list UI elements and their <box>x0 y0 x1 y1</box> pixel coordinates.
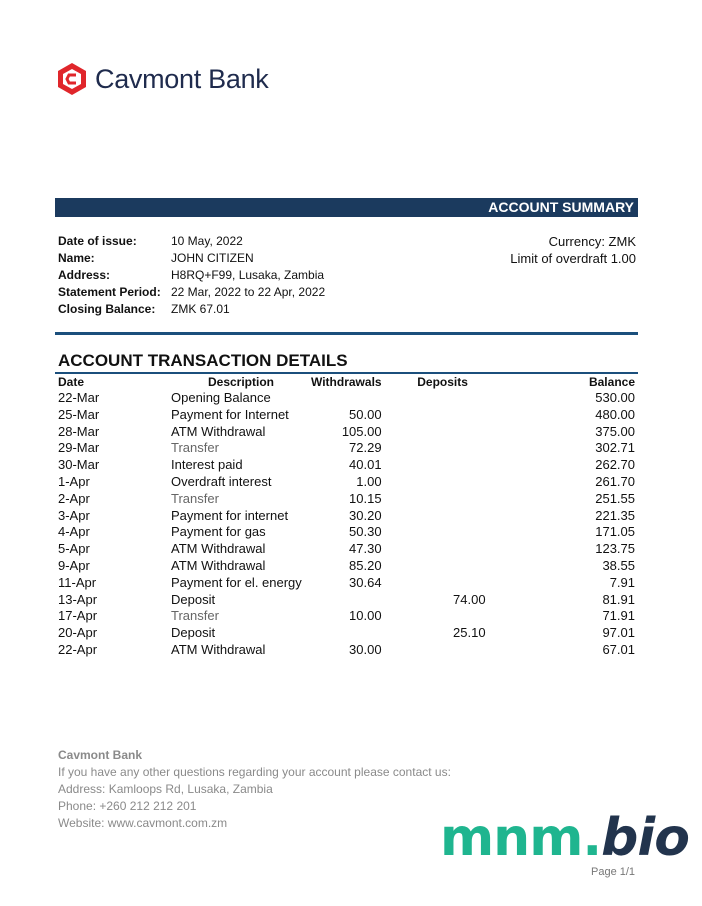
cell-deposit: 25.10 <box>453 625 486 641</box>
cell-withdrawal <box>311 625 382 642</box>
table-row <box>55 407 638 424</box>
cell-description: Opening Balance <box>171 390 271 405</box>
cell-date: 9-Apr <box>58 557 90 573</box>
cell-withdrawal: 1.00 <box>356 473 382 489</box>
cell-description: ATM Withdrawal <box>171 557 266 573</box>
table-row <box>55 440 638 457</box>
cell-deposit <box>382 541 504 558</box>
cell-description: Transfer <box>171 608 219 624</box>
watermark <box>440 808 689 868</box>
cell-balance: 81.91 <box>602 591 635 607</box>
cell-deposit <box>382 474 504 491</box>
cell-date: 1-Apr <box>58 473 90 489</box>
cell-balance: 97.01 <box>602 625 635 641</box>
account-info <box>58 233 325 318</box>
cell-deposit: 74.00 <box>453 591 486 607</box>
cell-deposit <box>382 457 504 474</box>
info-value: JOHN CITIZEN <box>171 251 254 265</box>
cell-balance: 67.01 <box>602 641 635 657</box>
cell-deposit <box>382 508 504 525</box>
cell-withdrawal: 105.00 <box>341 423 382 439</box>
cell-deposit <box>382 608 504 625</box>
cell-withdrawal: 85.20 <box>349 557 382 573</box>
cell-balance: 261.70 <box>595 473 635 489</box>
footer-contact: If you have any other questions regarding your account please contact us: <box>58 765 451 779</box>
cell-description: Deposit <box>171 625 216 641</box>
cell-balance: 480.00 <box>595 406 635 422</box>
cell-description: Deposit <box>171 591 216 607</box>
cell-deposit <box>382 407 504 424</box>
cell-withdrawal <box>311 592 382 609</box>
cell-withdrawal: 30.20 <box>349 507 382 523</box>
cell-description: ATM Withdrawal <box>171 641 266 657</box>
table-row <box>55 457 638 474</box>
cell-date: 17-Apr <box>58 608 98 624</box>
cell-balance: 123.75 <box>595 541 635 557</box>
cell-withdrawal: 10.00 <box>349 608 382 624</box>
watermark-part1: mnm. <box>440 808 602 868</box>
table-row <box>55 424 638 441</box>
cell-deposit <box>382 491 504 508</box>
cell-description: ATM Withdrawal <box>171 423 266 439</box>
cell-withdrawal <box>311 390 382 407</box>
cell-description: Interest paid <box>171 457 243 473</box>
cell-date: 28-Mar <box>58 423 100 439</box>
cell-description: Payment for internet <box>171 507 289 523</box>
overdraft-limit: Limit of overdraft 1.00 <box>510 251 636 266</box>
footer-phone: Phone: +260 212 212 201 <box>58 799 197 813</box>
page-number: Page 1/1 <box>591 866 636 878</box>
cell-withdrawal: 30.64 <box>349 574 382 590</box>
cell-description: ATM Withdrawal <box>171 541 266 557</box>
cell-deposit <box>382 524 504 541</box>
currency: Currency: ZMK <box>548 234 636 249</box>
table-row <box>55 592 638 609</box>
table-row <box>55 491 638 508</box>
info-value: 10 May, 2022 <box>171 234 243 248</box>
table-row <box>55 474 638 491</box>
cell-balance: 375.00 <box>595 423 635 439</box>
bank-logo <box>55 62 268 96</box>
info-row <box>58 284 325 301</box>
cell-description: Payment for el. energy <box>171 574 302 590</box>
table-row <box>55 608 638 625</box>
cell-date: 25-Mar <box>58 406 100 422</box>
table-row <box>55 558 638 575</box>
cell-date: 30-Mar <box>58 457 100 473</box>
cell-description: Payment for Internet <box>171 406 289 422</box>
cell-description: Transfer <box>171 490 219 506</box>
cell-balance: 530.00 <box>595 390 635 405</box>
footer-website: Website: www.cavmont.com.zm <box>58 816 228 830</box>
col-description: Description <box>207 375 274 389</box>
table-row <box>55 508 638 525</box>
info-label: Date of issue: <box>58 234 137 248</box>
info-label: Statement Period: <box>58 285 161 299</box>
info-row <box>58 301 325 318</box>
info-label: Name: <box>58 251 95 265</box>
info-row <box>58 233 325 250</box>
info-value: ZMK 67.01 <box>171 302 230 316</box>
cell-withdrawal: 72.29 <box>349 440 382 456</box>
footer <box>58 747 451 832</box>
info-label: Closing Balance: <box>58 302 156 316</box>
cell-date: 29-Mar <box>58 440 100 456</box>
cell-withdrawal: 50.30 <box>349 524 382 540</box>
cell-balance: 302.71 <box>595 440 635 456</box>
cell-date: 22-Mar <box>58 390 100 405</box>
table-header <box>55 374 638 390</box>
info-row <box>58 250 325 267</box>
bank-name: Cavmont Bank <box>95 63 269 94</box>
watermark-part2: bio <box>601 808 689 868</box>
footer-address: Address: Kamloops Rd, Lusaka, Zambia <box>58 782 273 796</box>
cell-description: Payment for gas <box>171 524 266 540</box>
cell-deposit <box>382 558 504 575</box>
cell-withdrawal: 47.30 <box>349 541 382 557</box>
info-label: Address: <box>58 268 111 282</box>
cell-deposit <box>382 575 504 592</box>
table-row <box>55 524 638 541</box>
cell-deposit <box>382 390 504 407</box>
cell-balance: 251.55 <box>595 490 635 506</box>
table-row <box>55 625 638 642</box>
cell-withdrawal: 50.00 <box>349 406 382 422</box>
cell-description: Overdraft interest <box>171 473 272 489</box>
info-row <box>58 267 325 284</box>
cell-date: 20-Apr <box>58 625 98 641</box>
transactions-title: ACCOUNT TRANSACTION DETAILS <box>58 351 348 370</box>
col-withdrawals: Withdrawals <box>311 375 382 389</box>
cell-date: 2-Apr <box>58 490 90 506</box>
table-row <box>55 541 638 558</box>
table-row <box>55 390 638 407</box>
divider <box>55 332 638 335</box>
cell-balance: 262.70 <box>595 457 635 473</box>
account-meta <box>510 233 636 267</box>
col-date: Date <box>58 375 85 389</box>
col-balance: Balance <box>588 375 635 389</box>
cell-balance: 7.91 <box>609 574 635 590</box>
cell-withdrawal: 40.01 <box>349 457 382 473</box>
cell-date: 22-Apr <box>58 641 98 657</box>
info-value: 22 Mar, 2022 to 22 Apr, 2022 <box>171 285 326 299</box>
table-row <box>55 575 638 592</box>
cell-date: 5-Apr <box>58 541 90 557</box>
footer-bank: Cavmont Bank <box>58 748 143 762</box>
cell-balance: 221.35 <box>595 507 635 523</box>
col-deposits: Deposits <box>417 375 468 389</box>
account-summary-header: ACCOUNT SUMMARY <box>55 198 638 217</box>
cell-deposit <box>382 440 504 457</box>
cell-withdrawal: 10.15 <box>349 490 382 506</box>
cavmont-logo-icon <box>55 62 89 96</box>
cell-date: 3-Apr <box>58 507 90 523</box>
cell-withdrawal: 30.00 <box>349 641 382 657</box>
cell-deposit <box>382 424 504 441</box>
info-value: H8RQ+F99, Lusaka, Zambia <box>171 268 325 282</box>
cell-balance: 171.05 <box>595 524 635 540</box>
cell-date: 13-Apr <box>58 591 98 607</box>
cell-description: Transfer <box>171 440 219 456</box>
transactions-table <box>55 374 638 659</box>
cell-balance: 38.55 <box>602 557 635 573</box>
cell-date: 11-Apr <box>58 574 97 590</box>
cell-balance: 71.91 <box>602 608 635 624</box>
table-row <box>55 642 638 659</box>
cell-date: 4-Apr <box>58 524 90 540</box>
cell-deposit <box>382 642 504 659</box>
